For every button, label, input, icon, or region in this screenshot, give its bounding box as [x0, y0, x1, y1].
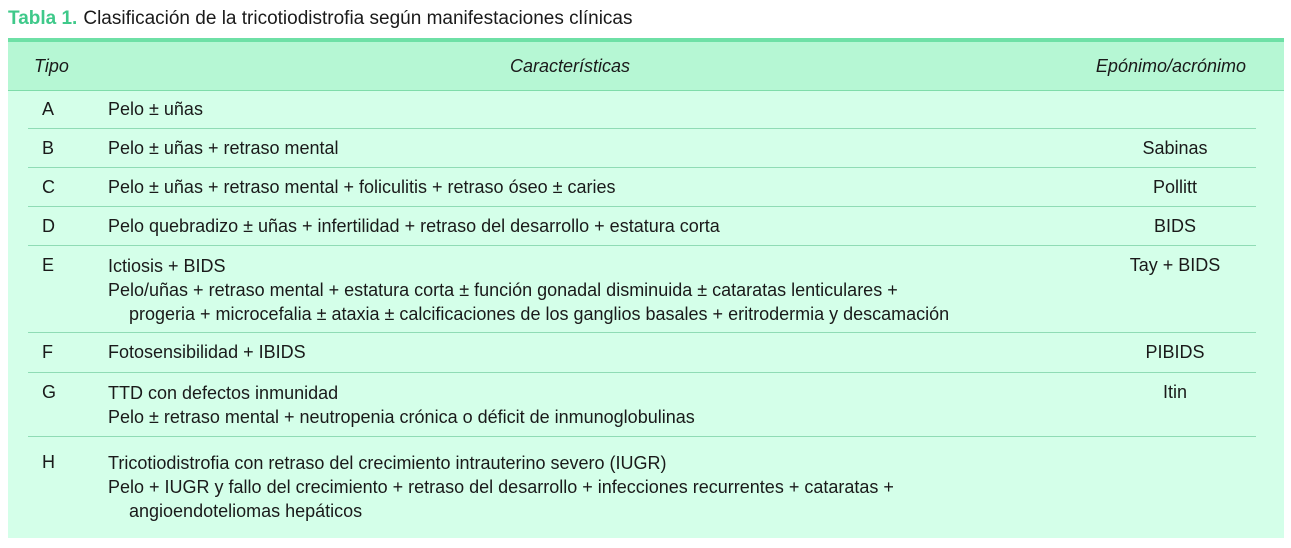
row-line: Pelo ± uñas + retraso mental + foliculitis + retraso óseo ± caries: [108, 177, 616, 197]
row-line: Fotosensibilidad + IBIDS: [108, 342, 306, 362]
header-caracteristicas: Características: [510, 56, 631, 76]
table-caption-label: Tabla 1.: [8, 8, 78, 29]
row-caracteristicas: [108, 381, 695, 429]
table-row: [8, 373, 1284, 437]
row-tipo: H: [42, 452, 55, 472]
row-caracteristicas: [108, 451, 894, 523]
row-line: progeria + microcefalia ± ataxia ± calcificaciones de los ganglios basales + eritrodermia y descamación: [129, 304, 950, 324]
row-tipo: B: [42, 138, 55, 158]
row-line: Pelo quebradizo ± uñas + infertilidad + retraso del desarrollo + estatura corta: [108, 216, 720, 236]
row-eponimo: Itin: [1162, 382, 1187, 402]
table-row: [8, 333, 1284, 373]
row-eponimo: Sabinas: [1142, 138, 1208, 158]
row-line: Pelo ± uñas: [108, 99, 203, 119]
header-eponimo: Epónimo/acrónimo: [1095, 56, 1246, 76]
row-caracteristicas: [108, 341, 306, 363]
row-line: TTD con defectos inmunidad: [108, 383, 339, 403]
row-eponimo: BIDS: [1153, 216, 1196, 236]
row-line: Tricotiodistrofia con retraso del crecimiento intrauterino severo (IUGR): [108, 453, 667, 473]
row-tipo: C: [42, 177, 55, 197]
row-tipo: F: [42, 342, 53, 362]
header-tipo: Tipo: [34, 56, 69, 76]
row-line: Pelo ± retraso mental + neutropenia crónica o déficit de inmunoglobulinas: [108, 407, 695, 427]
table-row: [8, 168, 1284, 207]
row-caracteristicas: [108, 215, 720, 237]
row-tipo: A: [42, 99, 55, 119]
row-line: Ictiosis + BIDS: [108, 256, 226, 276]
table-row: [8, 129, 1284, 168]
row-eponimo: PIBIDS: [1145, 342, 1205, 362]
row-line: Pelo/uñas + retraso mental + estatura corta ± función gonadal disminuida ± cataratas lenticulares +: [108, 280, 898, 300]
row-line: Pelo ± uñas + retraso mental: [108, 138, 339, 158]
row-tipo: G: [42, 382, 57, 402]
table-row: [8, 207, 1284, 246]
table-row: [8, 437, 1284, 537]
row-caracteristicas: [108, 254, 949, 326]
table-row: [8, 90, 1284, 129]
row-caracteristicas: [108, 176, 616, 198]
classification-table: [8, 38, 1284, 538]
row-caracteristicas: [108, 98, 203, 120]
row-line: angioendoteliomas hepáticos: [129, 501, 363, 521]
row-eponimo: Tay + BIDS: [1129, 255, 1221, 275]
row-tipo: D: [42, 216, 55, 236]
row-tipo: E: [42, 255, 55, 275]
row-eponimo: Pollitt: [1152, 177, 1197, 197]
table-row: [8, 246, 1284, 333]
table-caption: [8, 6, 633, 32]
table-header: [8, 42, 1284, 91]
row-caracteristicas: [108, 137, 339, 159]
row-line: Pelo + IUGR y fallo del crecimiento + retraso del desarrollo + infecciones recurrentes + cataratas +: [108, 477, 894, 497]
table-caption-text: Clasificación de la tricotiodistrofia según manifestaciones clínicas: [83, 8, 633, 29]
